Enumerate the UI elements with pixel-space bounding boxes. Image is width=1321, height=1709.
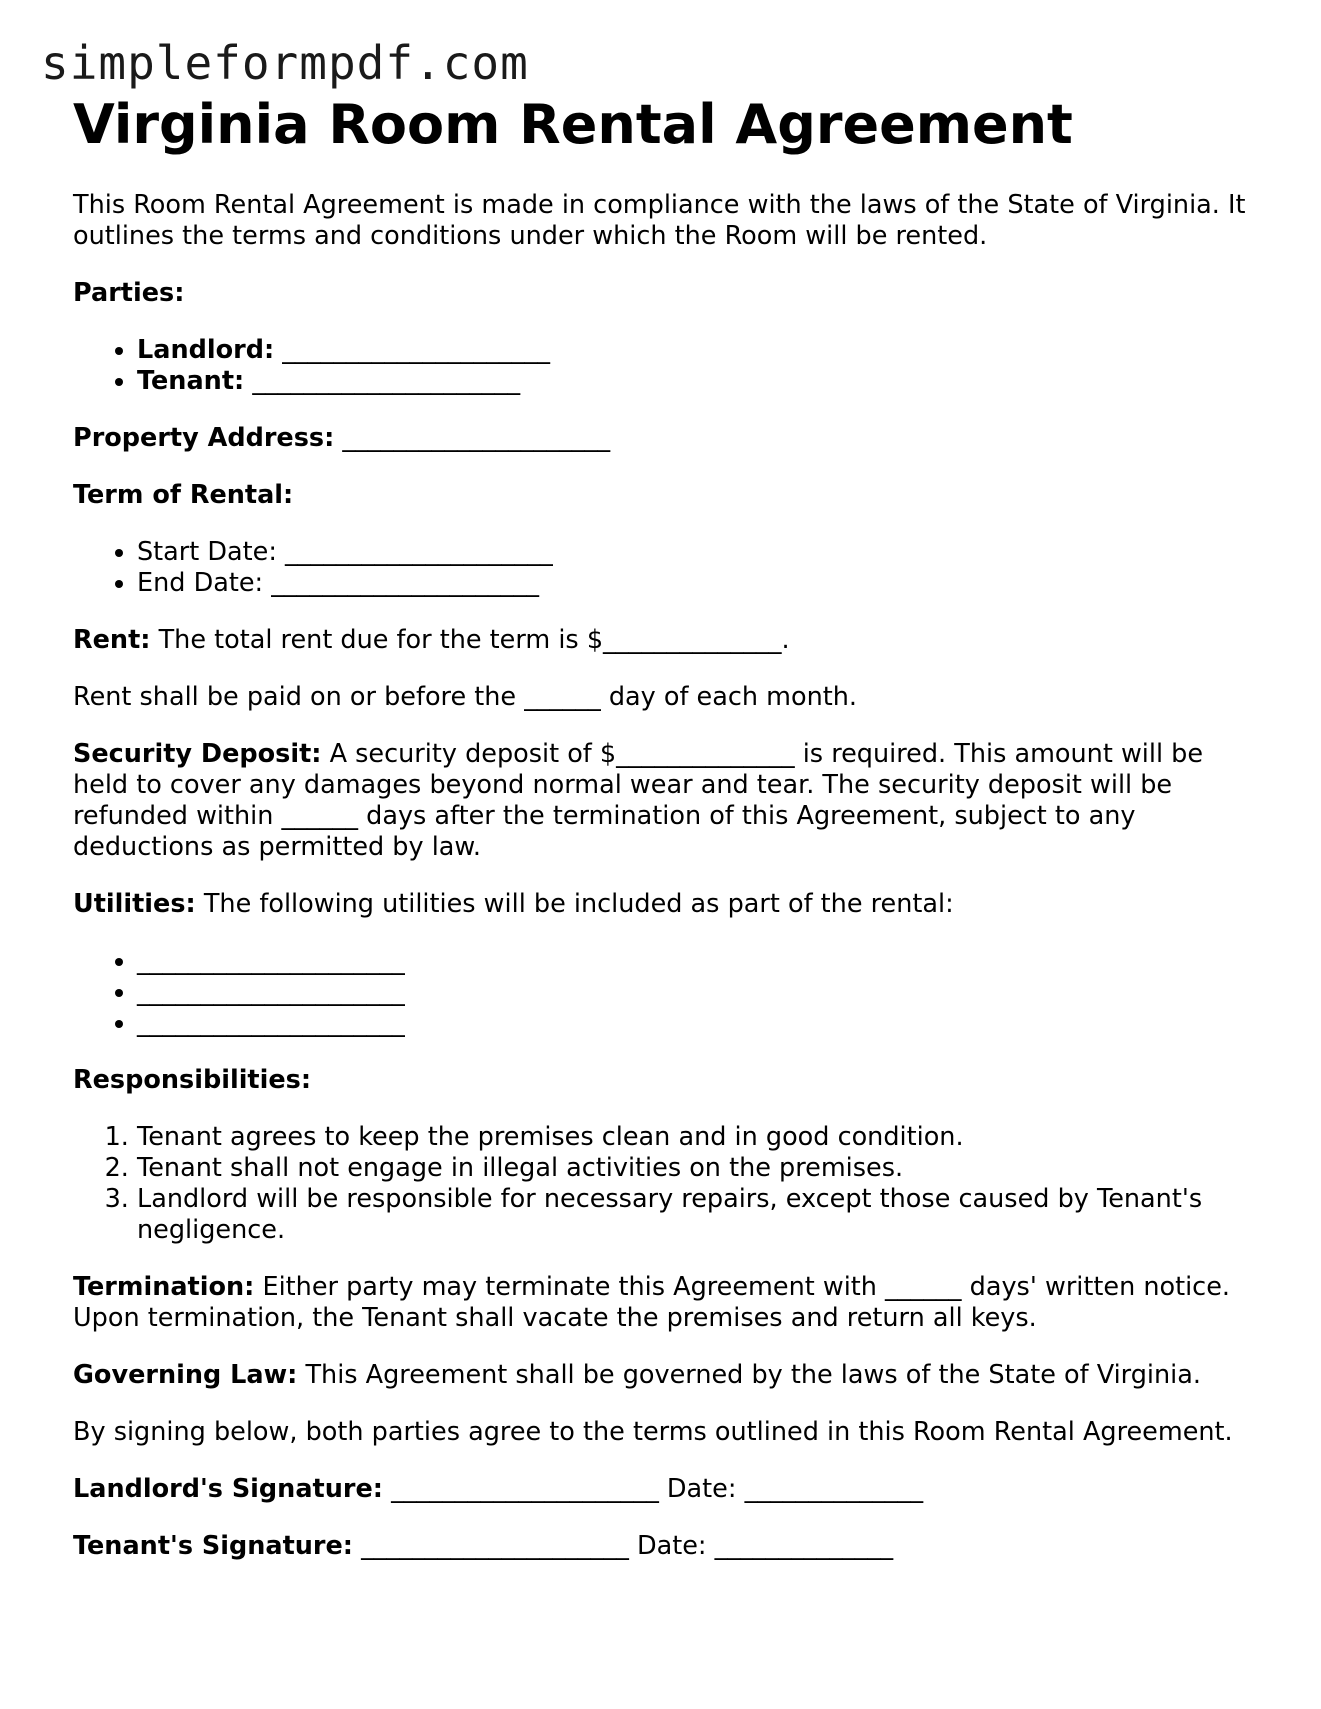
tenant-signature-line [73, 1531, 1263, 1562]
rent-text: The total rent due for the term is $______________. [158, 625, 790, 655]
utility-blank[interactable]: • _____________________ [137, 946, 1263, 977]
termination-paragraph [73, 1272, 1263, 1334]
term-list [73, 537, 1263, 599]
landlord-signature-label: Landlord's Signature: [73, 1474, 383, 1504]
utilities-label: Utilities: [73, 889, 196, 919]
end-date[interactable]: • End Date: _____________________ [137, 568, 1263, 599]
landlord-label: Landlord: [137, 335, 275, 365]
governing-law-text: This Agreement shall be governed by the laws of the State of Virginia. [305, 1360, 1201, 1390]
document-page [73, 92, 1263, 1562]
parties-heading: Parties: [73, 278, 185, 308]
utilities-text: The following utilities will be included as part of the rental: [203, 889, 954, 919]
utilities-list [73, 946, 1263, 1039]
deposit-text: A security deposit of $______________ is required. This amount will be held to cover any damages beyond normal wear and tear. The security deposit will be refunded within ______ days after the termination of this Agreement, subject to any deductions as permitted by law. [73, 739, 1204, 862]
term-heading: Term of Rental: [73, 480, 294, 510]
governing-law-paragraph [73, 1360, 1263, 1391]
list-item: 3. Landlord will be responsible for necessary repairs, except those caused by Tenant's negligence. [137, 1184, 1263, 1246]
utilities-paragraph [73, 889, 1263, 920]
termination-label: Termination: [73, 1272, 255, 1302]
closing-paragraph: By signing below, both parties agree to the terms outlined in this Room Rental Agreement. [73, 1417, 1233, 1447]
list-item [137, 366, 1263, 397]
parties-list [73, 335, 1263, 397]
property-address [73, 423, 1263, 454]
landlord-signature-blank[interactable]: _____________________ Date: ______________ [391, 1474, 924, 1504]
governing-law-label: Governing Law: [73, 1360, 298, 1390]
deposit-label: Security Deposit: [73, 739, 322, 769]
rent-day-paragraph: Rent shall be paid on or before the ______ day of each month. [73, 682, 858, 712]
property-address-label: Property Address: [73, 423, 335, 453]
landlord-blank[interactable]: _____________________ [282, 335, 551, 365]
responsibilities-list [73, 1122, 1263, 1246]
intro-paragraph: This Room Rental Agreement is made in compliance with the laws of the State of Virginia. It outlines the terms and conditions under which the Room will be rented. [73, 190, 1246, 251]
watermark: simpleformpdf.com [41, 36, 529, 90]
property-address-blank[interactable]: _____________________ [342, 423, 611, 453]
list-item: 2. Tenant shall not engage in illegal activities on the premises. [137, 1153, 1263, 1184]
utility-blank[interactable]: • _____________________ [137, 977, 1263, 1008]
termination-text: Either party may terminate this Agreement with ______ days' written notice. Upon termination, the Tenant shall vacate the premises and return all keys. [73, 1272, 1230, 1333]
rent-label: Rent: [73, 625, 151, 655]
page-title: Virginia Room Rental Agreement [73, 93, 1073, 156]
start-date[interactable]: • Start Date: _____________________ [137, 537, 1263, 568]
tenant-signature-blank[interactable]: _____________________ Date: ______________ [361, 1531, 894, 1561]
tenant-label: Tenant: [137, 366, 245, 396]
utility-blank[interactable]: • _____________________ [137, 1008, 1263, 1039]
tenant-blank[interactable]: _____________________ [252, 366, 521, 396]
list-item [137, 335, 1263, 366]
list-item: 1. Tenant agrees to keep the premises clean and in good condition. [137, 1122, 1263, 1153]
tenant-signature-label: Tenant's Signature: [73, 1531, 354, 1561]
responsibilities-heading: Responsibilities: [73, 1065, 312, 1095]
rent-paragraph [73, 625, 1263, 656]
landlord-signature-line [73, 1474, 1263, 1505]
deposit-paragraph [73, 739, 1263, 863]
